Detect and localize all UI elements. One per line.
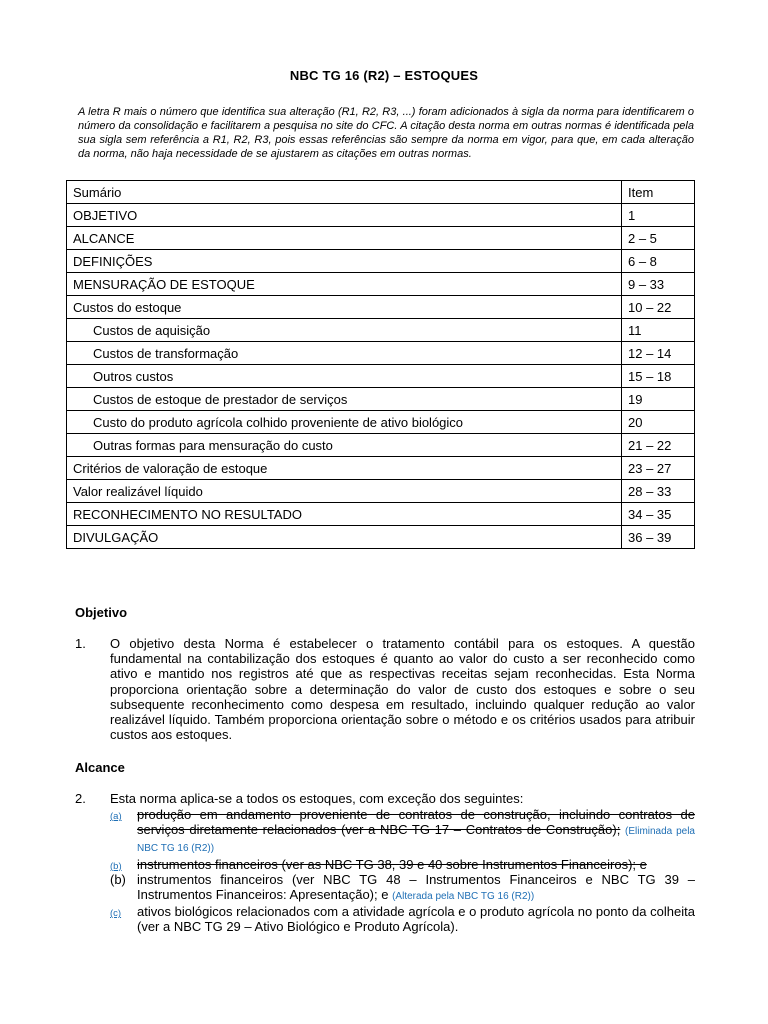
list-item	[110, 904, 695, 934]
objetivo-heading: Objetivo	[75, 605, 128, 620]
row-item: 36 – 39	[622, 526, 695, 549]
row-label: Custos do estoque	[67, 296, 622, 319]
table-row	[67, 319, 695, 342]
row-label: Outros custos	[67, 365, 622, 388]
revoked-text: produção em andamento proveniente de contratos de construção, incluindo contratos de serviços diretamente relacionados (ver a NBC TG 17 – Contratos de Construção);	[137, 807, 695, 838]
amendment-note: (Eliminada pela NBC TG 16 (R2))	[137, 826, 695, 855]
row-item: 19	[622, 388, 695, 411]
table-header-row	[67, 181, 695, 204]
table-row	[67, 480, 695, 503]
row-label: Custos de aquisição	[67, 319, 622, 342]
row-item: 10 – 22	[622, 296, 695, 319]
row-item: 12 – 14	[622, 342, 695, 365]
item-label: (b)	[110, 860, 122, 872]
amendment-note: (Alterada pela NBC TG 16 (R2))	[392, 891, 535, 903]
item-text: ativos biológicos relacionados com a atividade agrícola e o produto agrícola no ponto da colheita (ver a NBC TG 29 – Ativo Biológico e Produto Agrícola).	[137, 904, 695, 935]
row-label: MENSURAÇÃO DE ESTOQUE	[67, 273, 622, 296]
row-item: 15 – 18	[622, 365, 695, 388]
table-row	[67, 526, 695, 549]
table-row	[67, 434, 695, 457]
item-label: (b)	[110, 871, 126, 887]
intro-note: A letra R mais o número que identifica sua alteração (R1, R2, R3, ...) foram adicionados à sigla da norma para identificarem o número da consolidação e facilitarem a pesquisa no site do CFC. A citação desta norma em outras normas é identificada pela sua sigla sem referência a R1, R2, R3, pois essas referências são sempre da norma em vigor, para que, em cada alteração da norma, não haja necessidade de se ajustarem as citações em outras normas.	[78, 106, 694, 160]
paragraph-text: Esta norma aplica-se a todos os estoques, com exceção dos seguintes:	[110, 791, 524, 806]
alcance-paragraph	[75, 791, 695, 806]
paragraph-number: 1.	[75, 636, 86, 651]
row-label: RECONHECIMENTO NO RESULTADO	[67, 503, 622, 526]
row-item: 1	[622, 204, 695, 227]
item-label: (a)	[110, 811, 122, 822]
paragraph-text: O objetivo desta Norma é estabelecer o tratamento contábil para os estoques. A questão fundamental na contabilização dos estoques é quanto ao valor do custo a ser reconhecido como ativo e mantido nos registros até que as respectivas receitas sejam reconhecidas. Esta Norma proporciona orientação sobre a determinação do valor de custo dos estoques e sobre o seu subsequente reconhecimento como despesa em resultado, incluindo qualquer redução ao valor realizável líquido. Também proporciona orientação sobre o método e os critérios usados para atribuir custos aos estoques.	[110, 636, 695, 743]
item-text: instrumentos financeiros (ver NBC TG 48 – Instrumentos Financeiros e NBC TG 39 – Instrumentos Financeiros: Apresentação); e	[137, 871, 695, 903]
row-label: OBJETIVO	[67, 204, 622, 227]
objetivo-paragraph	[75, 636, 695, 742]
row-item: 6 – 8	[622, 250, 695, 273]
row-label: Custos de transformação	[67, 342, 622, 365]
exception-list	[110, 807, 695, 935]
row-item: 23 – 27	[622, 457, 695, 480]
revoked-text: instrumentos financeiros (ver as NBC TG 38, 39 e 40 sobre Instrumentos Financeiros); e	[137, 856, 647, 872]
row-label: Critérios de valoração de estoque	[67, 457, 622, 480]
table-row	[67, 342, 695, 365]
table-row	[67, 388, 695, 411]
row-item: 9 – 33	[622, 273, 695, 296]
row-label: Custos de estoque de prestador de serviços	[67, 388, 622, 411]
row-item: 21 – 22	[622, 434, 695, 457]
row-label: DEFINIÇÕES	[67, 250, 622, 273]
table-row	[67, 250, 695, 273]
row-item: 34 – 35	[622, 503, 695, 526]
list-item	[110, 807, 695, 857]
table-row	[67, 273, 695, 296]
table-row	[67, 227, 695, 250]
summary-table	[66, 180, 695, 549]
row-label: DIVULGAÇÃO	[67, 526, 622, 549]
summary-header: Sumário	[67, 181, 622, 204]
row-label: Valor realizável líquido	[67, 480, 622, 503]
row-label: ALCANCE	[67, 227, 622, 250]
paragraph-number: 2.	[75, 791, 86, 806]
row-item: 20	[622, 411, 695, 434]
table-row	[67, 411, 695, 434]
table-row	[67, 365, 695, 388]
row-label: Outras formas para mensuração do custo	[67, 434, 622, 457]
item-label: (c)	[110, 908, 122, 920]
table-row	[67, 296, 695, 319]
row-label: Custo do produto agrícola colhido proveniente de ativo biológico	[67, 411, 622, 434]
alcance-heading: Alcance	[75, 760, 125, 775]
row-item: 28 – 33	[622, 480, 695, 503]
list-item	[110, 872, 695, 904]
item-header: Item	[622, 181, 695, 204]
row-item: 2 – 5	[622, 227, 695, 250]
table-row	[67, 503, 695, 526]
document-title: NBC TG 16 (R2) – ESTOQUES	[289, 68, 479, 83]
table-row	[67, 457, 695, 480]
list-item	[110, 857, 695, 872]
row-item: 11	[622, 319, 695, 342]
table-row	[67, 204, 695, 227]
